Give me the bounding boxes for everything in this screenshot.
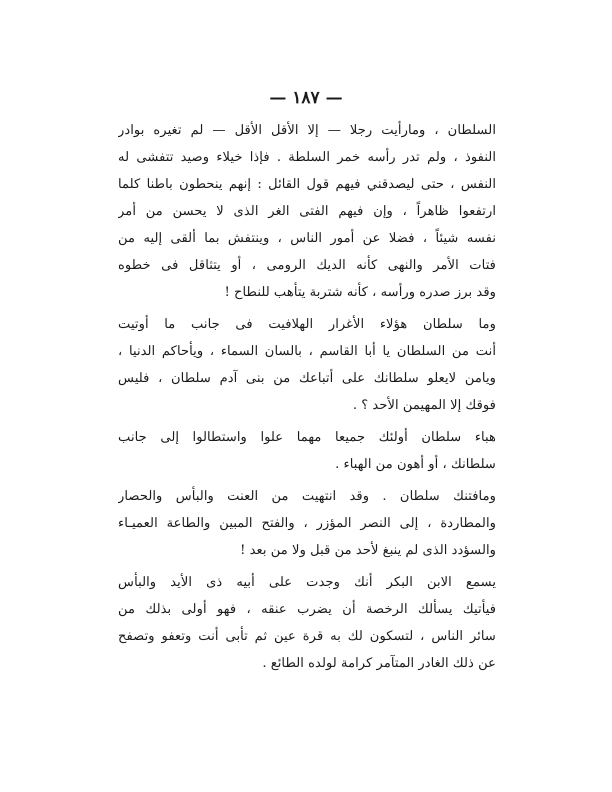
text-line: سائر الناس ، لتسكون لك به قرة عين ثم تأبى أنت وتعفو وتصفح [118,629,496,644]
text-line: فيأتيك يسألك الرخصة أن يضرب عنقه ، فهو أولى بذلك من [118,602,496,617]
text-line: عن ذلك الغادر المتآمر كرامة لولده الطائع . [262,656,496,671]
text-line: هباء سلطان أولئك جميعا مهما علوا واستطالوا إلى جانب [118,430,496,445]
text-line: نفسه شيئاً ، فضلا عن أمور الناس ، وينتفش بما ألقى إليه من [118,231,496,246]
text-line: ارتفعوا ظاهراً ، وإن فيهم الفتى الغر الذى لا يحسن من أمر [118,204,496,219]
text-line: فوقك إلا المهيمن الأحد ؟ . [352,398,496,413]
text-line: أنت من السلطان يا أبا القاسم ، بالسان السماء ، ويأحاكم الدنيا ، [118,344,496,359]
text-line: سلطانك ، أو أهون من الهباء . [335,457,496,472]
text-line: فتات الأمر والنهى كأنه الديك الرومى ، أو يتثاقل فى خطوه [118,258,496,273]
text-line: ومافتنك سلطان . وقد انتهيت من العنت والبأس والحصار [118,489,496,504]
text-line: يسمع الابن البكر أنك وجدت على أبيه ذى الأيد والبأس [118,575,496,590]
text-line: النفس ، حتى ليصدقني فيهم قول القائل : إنهم ينحطون باطنا كلما [118,177,496,192]
text-line: والمطاردة ، إلى النصر المؤزر ، والفتح المبين والطاعة العميـاء [118,516,496,531]
text-line: وقد برز صدره ورأسه ، كأنه شتربة يتأهب للنطاح ! [224,285,496,300]
text-line: النفوذ ، ولم تدر رأسه خمر السلطة . فإذا خيلاء وصيد تتفشى له [118,150,496,165]
body-text [118,117,496,677]
page-number: — ١٨٧ — [269,88,343,108]
text-line: والسؤدد الذى لم ينبغ لأحد من قبل ولا من بعد ! [240,543,496,558]
text-line: ويامن لايعلو سلطانك على أتباعك من بنى آدم سلطان ، فليس [118,371,496,386]
text-line: السلطان ، ومارأيت رجلا — إلا الأقل الأقل — لم تغيره بوادر [118,123,496,138]
text-line: وما سلطان هؤلاء الأغرار الهلافيت فى جانب ما أوتيت [118,317,496,332]
